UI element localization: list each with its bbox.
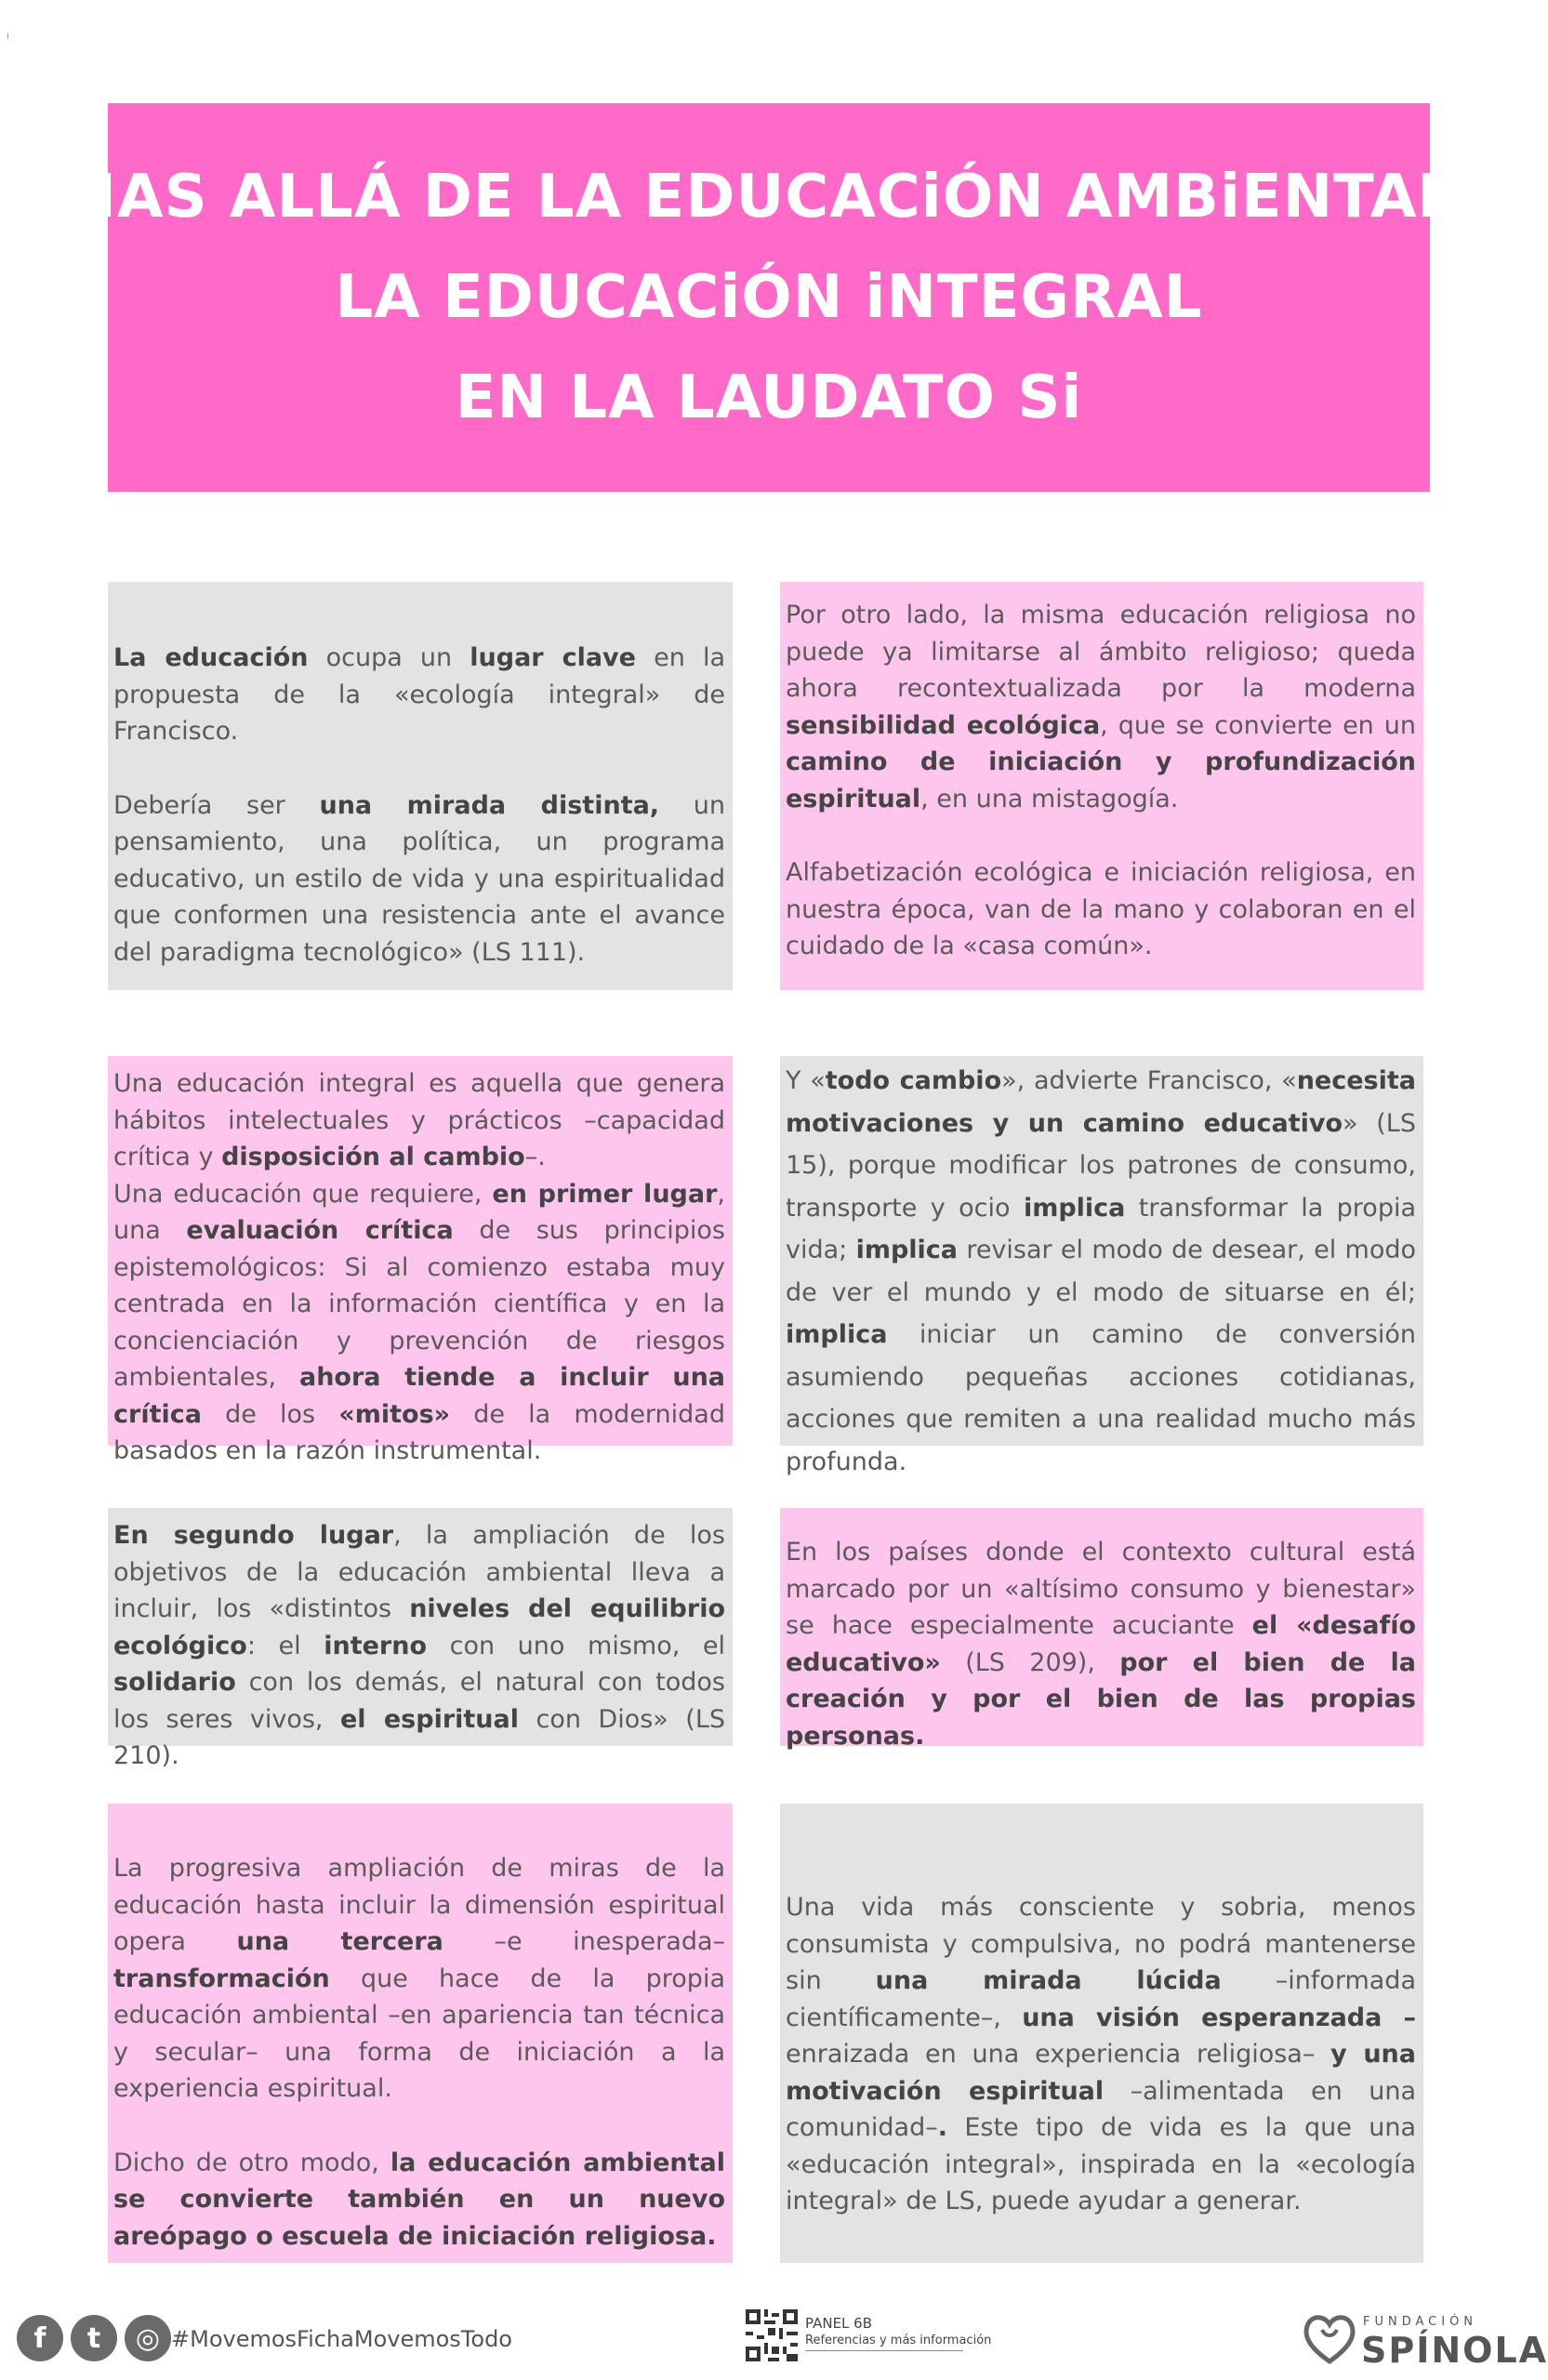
body-text: La progresiva ampliación de miras de la educación hasta incluir la dimensión espiritual opera	[113, 1854, 725, 1956]
emphasis-text: por el bien de la creación y por el bien de las propias personas.	[786, 1647, 1416, 1751]
body-text: –alimentada en una comunidad–	[786, 2076, 1416, 2142]
emphasis-text: La educación	[113, 643, 309, 672]
card-paragraph	[113, 2145, 725, 2255]
emphasis-text: solidario	[113, 1668, 236, 1697]
body-text: Dicho de otro modo,	[113, 2148, 390, 2177]
card-educacion-religiosa	[780, 582, 1423, 990]
body-text: » (LS 15), porque modificar los patrones de consumo, transporte y ocio	[786, 1108, 1416, 1223]
card-paragraph	[786, 1534, 1416, 1754]
body-text: Por otro lado, la misma educación religiosa no puede ya limitarse al ámbito religioso; queda ahora recontextualizada por la moderna	[786, 601, 1416, 703]
emphasis-text: En segundo lugar	[113, 1521, 394, 1550]
emphasis-text: una mirada distinta,	[319, 790, 660, 820]
social-links	[17, 2315, 171, 2361]
emphasis-text: niveles del equilibrio ecológico	[113, 1594, 725, 1660]
card-paragraph	[113, 1517, 725, 1775]
card-desafio-educativo	[780, 1508, 1423, 1751]
qr-code-icon[interactable]	[746, 2309, 798, 2361]
body-text: Alfabetización ecológica e iniciación religiosa, en nuestra época, van de la mano y colaboran en el cuidado de la «casa común».	[786, 858, 1416, 960]
logo-spinola-text: SPÍNOLA	[1361, 2330, 1548, 2371]
panel-subtitle: Referencias y más información	[805, 2334, 992, 2347]
card-vida-consciente	[780, 1804, 1423, 2263]
body-text: , en una mistagogía.	[920, 784, 1179, 813]
body-text: », advierte Francisco, «	[1001, 1066, 1297, 1095]
body-text: ocupa un	[308, 643, 470, 672]
title-line-1: MAS ALLÁ DE LA EDUCACiÓN AMBiENTAL:	[57, 163, 1481, 231]
emphasis-text: una visión esperanzada –	[1022, 2003, 1416, 2032]
body-text: , la ampliación de los objetivos de la educación ambiental lleva a incluir, los «distintos	[113, 1521, 725, 1623]
body-text: –.	[524, 1143, 546, 1171]
emphasis-text: sensibilidad ecológica	[786, 710, 1101, 740]
twitter-icon[interactable]: t	[71, 2315, 117, 2361]
card-paragraph	[113, 1850, 725, 2108]
hashtag: #MovemosFichaMovemosTodo	[171, 2326, 512, 2352]
emphasis-text: implica	[855, 1236, 959, 1264]
corner-mark	[7, 33, 8, 39]
card-paragraph	[786, 1889, 1416, 2220]
footer	[0, 2296, 1548, 2380]
title-banner	[57, 103, 1481, 492]
body-text: En los países donde el contexto cultural está marcado por un «altísimo consumo y bienestar» se hace especialmente acuciante	[786, 1538, 1416, 1640]
logo-fundacion-text: FUNDACIÓN	[1363, 2315, 1478, 2329]
body-text: con uno mismo, el	[427, 1631, 726, 1660]
body-text: un pensamiento, una política, un programa educativo, un estilo de vida y una espiritualidad que conformen una resistencia ante el avance del paradigma tecnológico» (LS 111).	[113, 790, 726, 967]
card-paragraph	[786, 1060, 1416, 1483]
body-text: Una vida más consciente y sobria, menos consumista y compulsiva, no podrá mantenerse sin	[786, 1893, 1416, 1995]
emphasis-text: y una motivación espiritual	[786, 2040, 1416, 2106]
emphasis-text: camino de iniciación y profundización espiritual	[786, 747, 1416, 813]
emphasis-text: una mirada lúcida	[875, 1966, 1222, 1995]
emphasis-text: necesita motivaciones y un camino educativo	[786, 1066, 1416, 1138]
emphasis-text: en primer lugar	[492, 1179, 718, 1209]
card-paragraph	[786, 854, 1416, 965]
body-text: que hace de la propia educación ambiental –en apariencia tan técnica y secular– una forma de iniciación a la experiencia espiritual.	[113, 1964, 725, 2103]
emphasis-text: interno	[324, 1631, 428, 1660]
fundacion-spinola-logo	[1302, 2306, 1548, 2371]
emphasis-text: evaluación crítica	[186, 1216, 454, 1245]
emphasis-text: transformación	[113, 1964, 330, 1993]
body-text: Una educación que requiere,	[113, 1179, 493, 1209]
emphasis-text: implica	[786, 1320, 888, 1349]
body-text: de los	[201, 1399, 339, 1429]
body-text: –e inesperada–	[443, 1927, 725, 1956]
card-tercera-transformacion	[108, 1804, 733, 2263]
body-text: : el	[246, 1631, 324, 1660]
body-text: (LS 209),	[940, 1647, 1120, 1677]
body-text: , una	[113, 1179, 725, 1245]
body-text: Y «	[786, 1066, 826, 1095]
body-text: con los demás, el natural con todos los seres vivos,	[113, 1668, 725, 1734]
emphasis-text: «mitos»	[338, 1399, 451, 1429]
emphasis-text: la educación ambiental se convierte también en un nuevo areópago o escuela de iniciación religiosa.	[113, 2148, 725, 2251]
body-text: de la modernidad basados en la razón instrumental.	[113, 1399, 725, 1465]
card-segundo-lugar	[108, 1508, 733, 1770]
emphasis-text: ahora tiende a incluir una crítica	[113, 1363, 726, 1429]
panel-divider	[805, 2350, 963, 2351]
body-text: en la propuesta de la «ecología integral» de Francisco.	[113, 643, 725, 746]
card-educacion-integral	[108, 1056, 733, 1465]
title-line-3: EN LA LAUDATO Si	[455, 364, 1083, 432]
body-text: transformar la propia vida;	[786, 1193, 1416, 1264]
card-educacion-clave	[108, 582, 733, 990]
emphasis-text: .	[937, 2113, 947, 2142]
card-paragraph	[113, 640, 725, 750]
emphasis-text: implica	[1023, 1193, 1126, 1223]
title-line-2: LA EDUCACiÓN iNTEGRAL	[335, 263, 1203, 332]
emphasis-text: una tercera	[236, 1927, 443, 1956]
card-paragraph	[113, 787, 725, 972]
emphasis-text: todo cambio	[825, 1066, 1002, 1095]
card-paragraph	[113, 1176, 725, 1470]
body-text: de sus principios epistemológicos: Si al comienzo estaba muy centrada en la información científica y en la concienciación y prevención de riesgos ambientales,	[113, 1216, 725, 1392]
card-todo-cambio	[780, 1056, 1423, 1476]
body-text: enraizada en una experiencia religiosa–	[786, 2040, 1331, 2069]
facebook-icon[interactable]: f	[17, 2315, 63, 2361]
panel-label: PANEL 6B	[805, 2315, 873, 2332]
body-text: –informada científicamente–,	[786, 1966, 1416, 2032]
card-paragraph	[113, 1065, 725, 1176]
heart-logo-icon	[1302, 2309, 1357, 2367]
body-text: Este tipo de vida es la que una «educación integral», inspirada en la «ecología integral» de LS, puede ayudar a generar.	[786, 2113, 1416, 2215]
emphasis-text: disposición al cambio	[221, 1143, 525, 1171]
card-paragraph	[786, 597, 1416, 817]
instagram-icon[interactable]: ◎	[125, 2315, 171, 2361]
body-text: revisar el modo de desear, el modo de ver el mundo y el modo de situarse en él;	[786, 1236, 1416, 1307]
body-text: , que se convierte en un	[1100, 710, 1416, 740]
body-text: iniciar un camino de conversión asumiendo pequeñas acciones cotidianas, acciones que remiten a una realidad mucho más profunda.	[786, 1320, 1416, 1476]
body-text: Debería ser	[113, 790, 320, 820]
emphasis-text: el espiritual	[340, 1704, 519, 1734]
body-text: Una educación integral es aquella que genera hábitos intelectuales y prácticos –capacidad crítica y	[113, 1069, 725, 1171]
emphasis-text: lugar clave	[470, 643, 636, 672]
emphasis-text: el «desafío educativo»	[786, 1611, 1417, 1677]
body-text: con Dios» (LS 210).	[113, 1704, 726, 1770]
